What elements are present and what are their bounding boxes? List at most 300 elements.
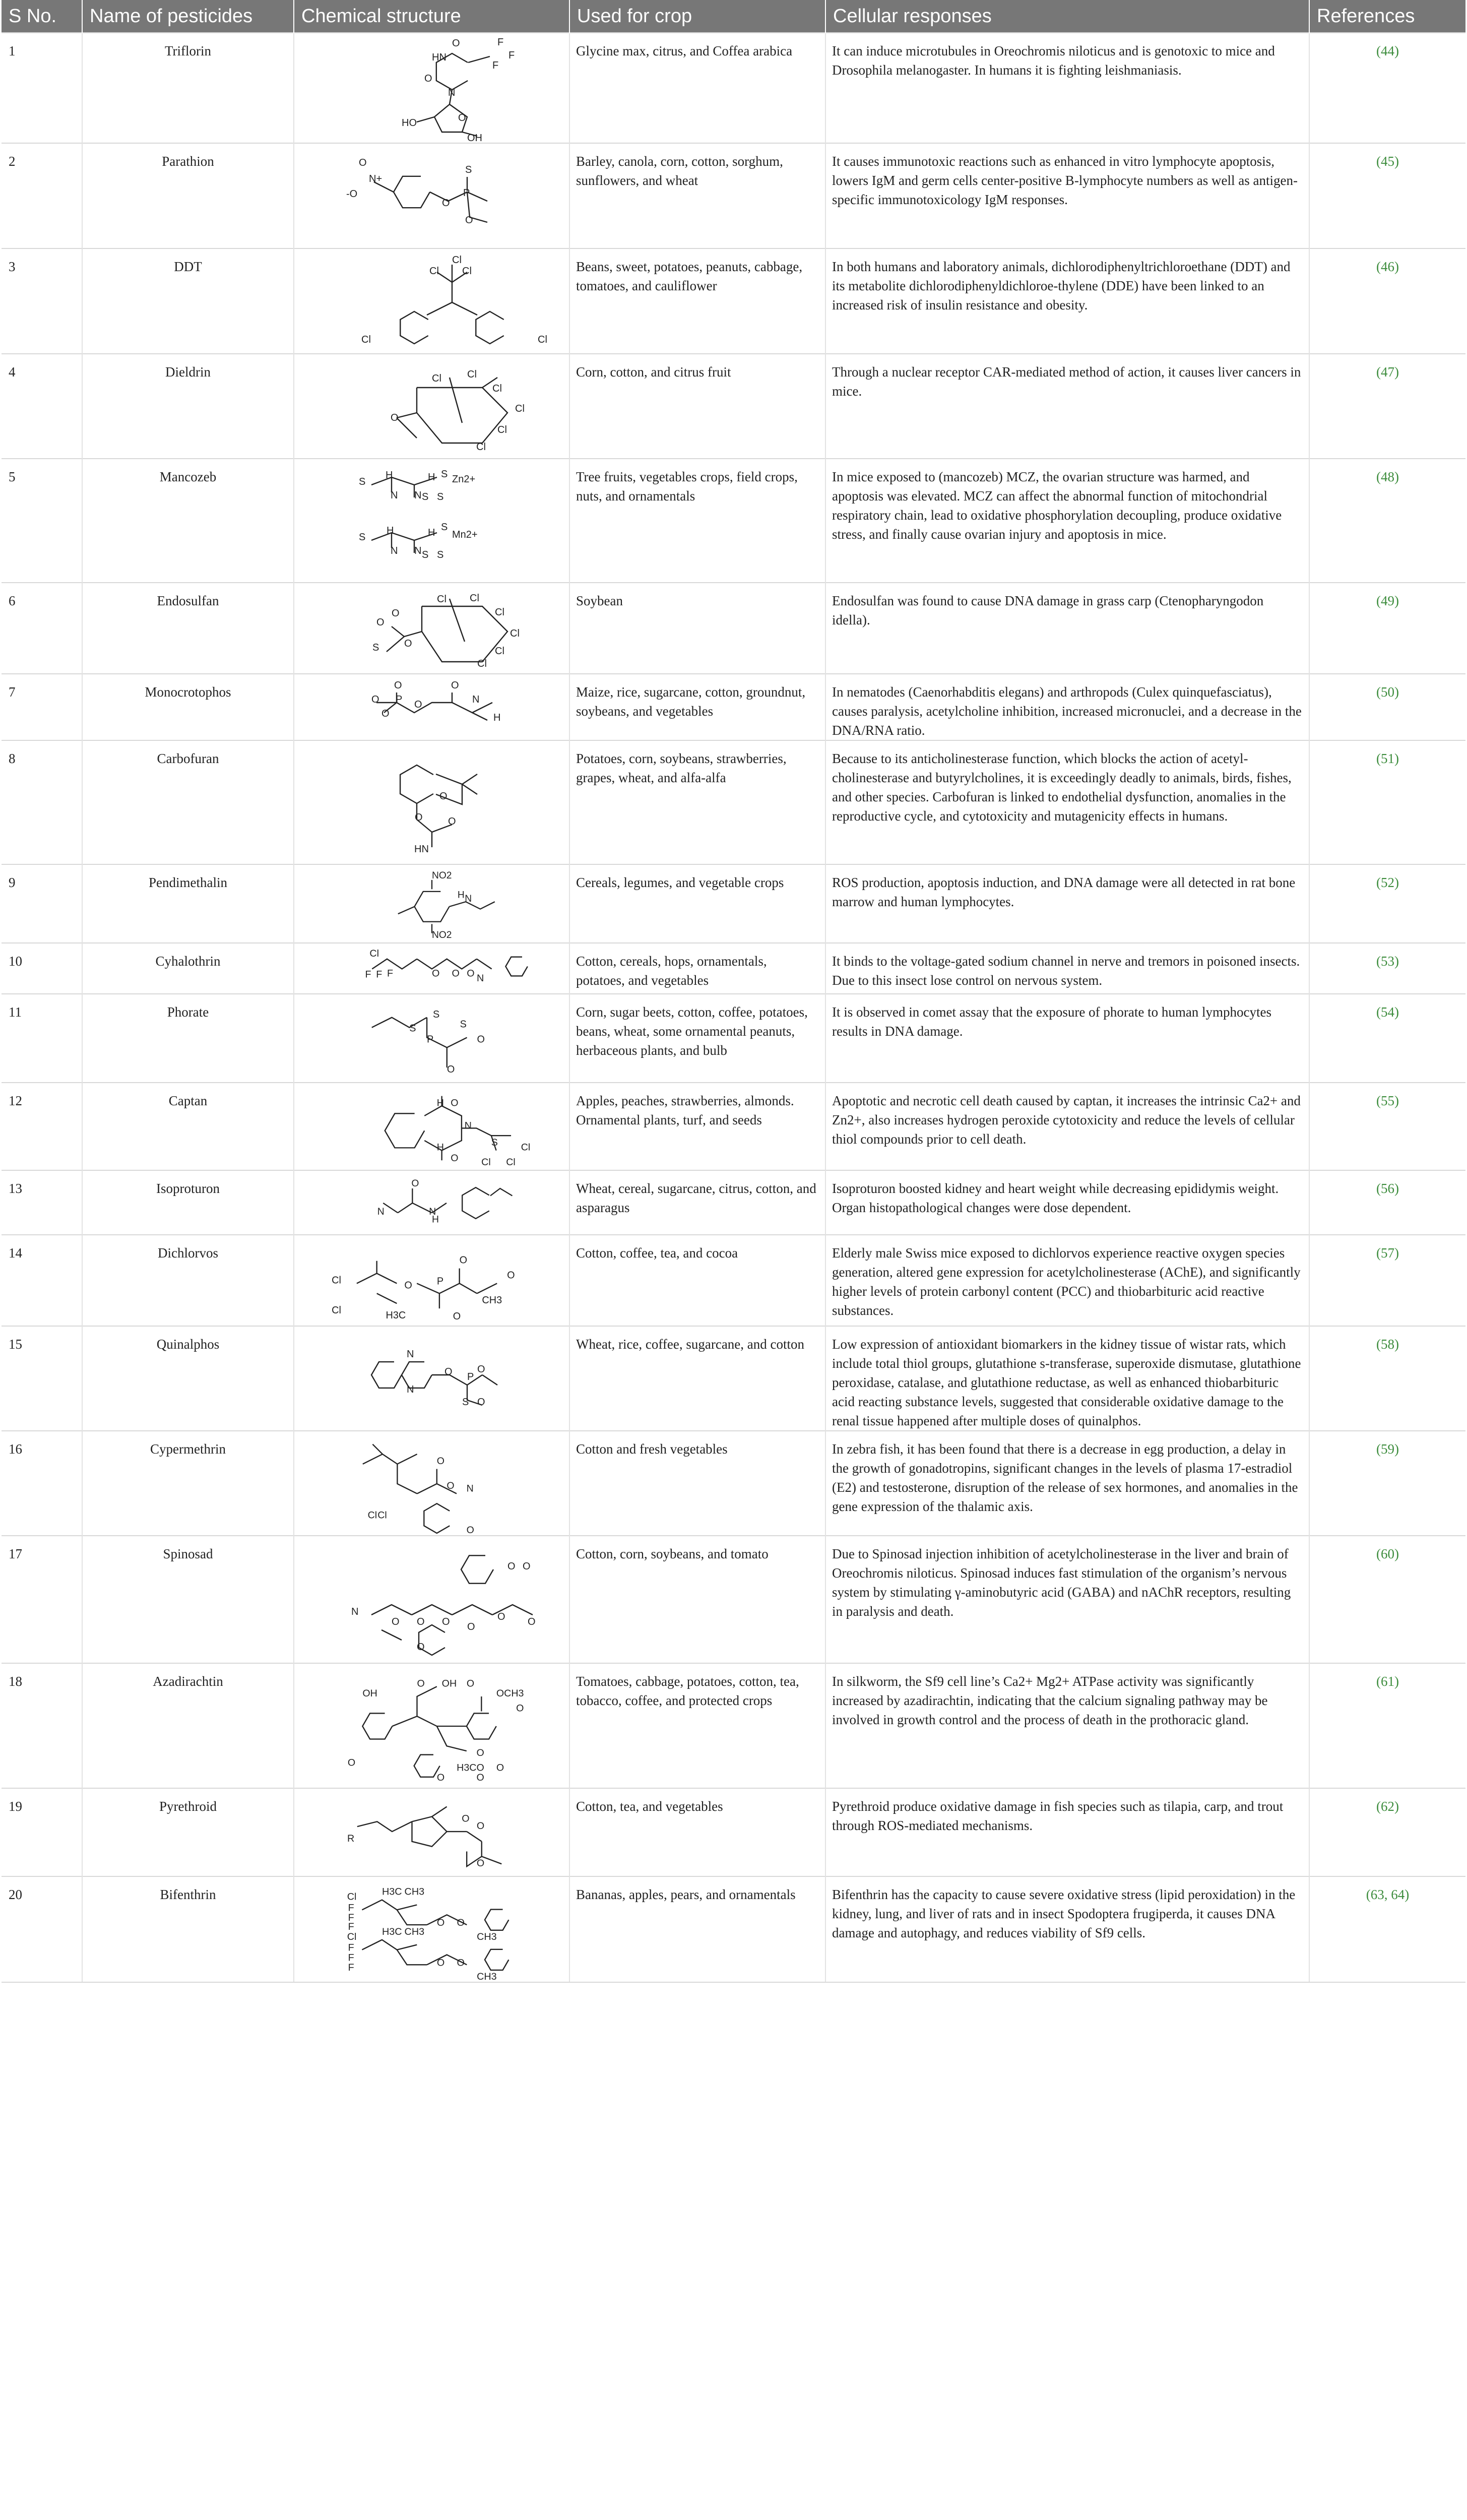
atom-label: N (464, 894, 472, 905)
atom-label: S (372, 642, 379, 653)
atom-label: H3C (386, 1310, 406, 1321)
header-responses: Cellular responses (825, 0, 1309, 33)
atom-label: N (472, 694, 479, 705)
bond-line (450, 377, 462, 423)
pesticide-name: Captan (82, 1083, 294, 1170)
reference-link[interactable]: (63, 64) (1309, 1876, 1465, 1982)
reference-link[interactable]: (52) (1309, 864, 1465, 943)
atom-label: S (421, 549, 428, 560)
atom-label: CH3 (476, 1971, 497, 1982)
crop-list: Maize, rice, sugarcane, cotton, groundnut, soybeans, and vegetables (569, 674, 825, 740)
table-row (2, 33, 1465, 143)
atom-label: O (452, 968, 460, 979)
atom-label: Cl (331, 1305, 341, 1316)
bond-line (452, 1605, 492, 1615)
pesticide-name: Endosulfan (82, 583, 294, 674)
atom-label: O (476, 1747, 484, 1758)
bond-line (505, 957, 528, 976)
atom-label: O (497, 1611, 505, 1622)
bond-line (417, 1283, 477, 1293)
pesticide-name: Pendimethalin (82, 864, 294, 943)
table-row (2, 1663, 1465, 1788)
atom-label: Cl (494, 646, 504, 657)
atom-label: Mn2+ (452, 529, 478, 540)
pesticide-name: Carbofuran (82, 740, 294, 864)
structure-diagram (316, 1539, 548, 1660)
atom-label: O (448, 816, 456, 827)
header-structure: Chemical structure (294, 0, 569, 33)
atom-label: Cl (537, 334, 547, 345)
chemical-structure (294, 943, 569, 994)
atom-label: H (427, 472, 435, 483)
cellular-response: ROS production, apoptosis induction, and DNA damage were all detected in rat bone marrow and human lymphocytes. (825, 864, 1309, 943)
bond-line (397, 1950, 426, 1965)
atom-label: O (452, 38, 460, 49)
cellular-response: It can induce microtubules in Oreochromis niloticus and is genotoxic to mice and Drosophila melanogaster. In humans it is fighting leishmaniasis. (825, 33, 1309, 143)
pesticide-name: Dichlorvos (82, 1235, 294, 1326)
atom-label: N (414, 545, 421, 556)
cellular-response: Endosulfan was found to cause DNA damage in grass carp (Ctenopharyngodon idella). (825, 583, 1309, 674)
cellular-response: Bifenthrin has the capacity to cause severe oxidative stress (lipid peroxidation) in the kidney, lung, and liver of rats and in insect Spodoptera frugiperda, it causes DNA damage and autophagy, and reduces viability of Sf9 cells. (825, 1876, 1309, 1982)
atom-label: O (376, 617, 385, 628)
crop-list: Cotton, cereals, hops, ornamentals, potatoes, and vegetables (569, 943, 825, 994)
reference-link[interactable]: (62) (1309, 1788, 1465, 1876)
atom-label: CH3 (476, 1931, 497, 1942)
structure-diagram (316, 252, 548, 348)
atom-label: Cl (505, 1157, 516, 1168)
atom-label: Cl (331, 1275, 341, 1286)
bond-line (449, 902, 494, 909)
bond-line (461, 1555, 493, 1583)
bond-line (383, 1203, 398, 1213)
atom-label: O (431, 968, 439, 979)
atom-label: N (390, 545, 398, 556)
crop-list: Corn, cotton, and citrus fruit (569, 354, 825, 459)
atom-label: O (451, 680, 459, 691)
atom-label: O (424, 73, 432, 84)
cellular-response: It binds to the voltage-gated sodium channel in nerve and tremors in poisoned insects. Due to this insect lose control on nervous system. (825, 943, 1309, 994)
bond-line (472, 713, 487, 720)
chemical-structure (294, 1326, 569, 1431)
bond-line (477, 959, 492, 969)
atom-label: O (476, 1772, 484, 1784)
atom-label: O (477, 1364, 485, 1375)
atom-label: CH3 (404, 1886, 424, 1898)
bond-line (484, 1910, 508, 1930)
atom-label: O (416, 1642, 425, 1653)
reference-link[interactable]: (60) (1309, 1536, 1465, 1663)
cellular-response: Apoptotic and necrotic cell death caused by captan, it increases the intrinsic Ca2+ and Zn2+, also increases hydrogen peroxide cytotoxicity and reduce the levels of cellular thiol compounds prior to cell death. (825, 1083, 1309, 1170)
atom-label: O (450, 1153, 459, 1164)
bond-line (477, 1283, 497, 1293)
bond-line (424, 1503, 450, 1533)
atom-label: NO2 (431, 930, 452, 941)
atom-label: P (467, 1371, 474, 1382)
atom-label: H (493, 712, 500, 723)
bond-line (490, 1188, 513, 1196)
pesticide-name: Spinosad (82, 1536, 294, 1663)
table-row (2, 994, 1465, 1083)
atom-label: Cl (467, 369, 477, 380)
reference-link[interactable]: (45) (1309, 143, 1465, 248)
atom-label: O (461, 1813, 470, 1824)
bond-line (371, 1605, 412, 1615)
reference-link[interactable]: (51) (1309, 740, 1465, 864)
bond-line (371, 533, 437, 540)
bond-line (362, 1713, 392, 1739)
atom-label: O (466, 968, 475, 979)
row-number: 12 (2, 1083, 82, 1170)
reference-link[interactable]: (46) (1309, 248, 1465, 354)
atom-label: O (371, 694, 379, 705)
atom-label: O (506, 1270, 515, 1281)
reference-link[interactable]: (57) (1309, 1235, 1465, 1326)
crop-list: Cotton, coffee, tea, and cocoa (569, 1235, 825, 1326)
atom-label: O (457, 1917, 465, 1929)
table-row (2, 1170, 1465, 1235)
row-number: 18 (2, 1663, 82, 1788)
bond-line (462, 1187, 489, 1219)
pesticide-name: DDT (82, 248, 294, 354)
atom-label: P (395, 694, 402, 705)
pesticide-name: Phorate (82, 994, 294, 1083)
atom-label: F (348, 1921, 354, 1932)
bond-line (436, 1726, 466, 1751)
atom-label: Cl (377, 1509, 387, 1521)
atom-label: F (492, 60, 498, 71)
row-number: 6 (2, 583, 82, 674)
reference-link[interactable]: (54) (1309, 994, 1465, 1083)
structure-diagram (316, 997, 548, 1080)
cellular-response: Elderly male Swiss mice exposed to dichlorvos experience reactive oxygen species generation, altered gene expression for acetylcholinesterase (AChE), and significantly higher levels of protein carbonyl content (PCC) and thiobarbituric acid reactive substances. (825, 1235, 1309, 1326)
reference-link[interactable]: (48) (1309, 459, 1465, 583)
table-row (2, 143, 1465, 248)
row-number: 3 (2, 248, 82, 354)
atom-label: F (497, 37, 503, 48)
bond-line (437, 272, 452, 282)
chemical-structure (294, 994, 569, 1083)
atom-label: O (444, 1366, 453, 1377)
row-number: 2 (2, 143, 82, 248)
atom-label: O (476, 1820, 484, 1832)
reference-link[interactable]: (53) (1309, 943, 1465, 994)
structure-diagram (316, 1434, 548, 1536)
row-number: 11 (2, 994, 82, 1083)
atom-label: N (351, 1606, 358, 1617)
crop-list: Wheat, cereal, sugarcane, citrus, cotton, and asparagus (569, 1170, 825, 1235)
atom-label: N (377, 1207, 385, 1218)
structure-diagram (316, 868, 548, 940)
cellular-response: Due to Spinosad injection inhibition of acetylcholinesterase in the liver and brain of Oreochromis niloticus. Spinosad induces fast stimulation of the organism’s nervous system by stimulating γ-aminobutyric acid (GABA) and nAChR receptors, resulting in paralysis and death. (825, 1536, 1309, 1663)
cellular-response: In silkworm, the Sf9 cell line’s Ca2+ Mg2+ ATPase activity was significantly increased by azadirachtin, indicating that the calcium signaling pathway may be involved in growth control and the process of death in the prothoracic gland. (825, 1663, 1309, 1788)
table-row (2, 1326, 1465, 1431)
atom-label: Cl (497, 424, 507, 435)
bond-line (417, 820, 432, 847)
structure-diagram (316, 677, 548, 728)
atom-label: O (459, 1254, 467, 1266)
table-row (2, 1235, 1465, 1326)
chemical-structure (294, 674, 569, 740)
bond-line (371, 1018, 426, 1028)
atom-label: F (387, 968, 393, 979)
structure-diagram (316, 357, 548, 453)
header-crop: Used for crop (569, 0, 825, 33)
atom-label: R (347, 1833, 354, 1844)
crop-list: Soybean (569, 583, 825, 674)
atom-label: CH3 (404, 1926, 424, 1937)
atom-label: P (463, 187, 470, 199)
atom-label: Cl (469, 593, 479, 604)
atom-label: NO2 (431, 870, 452, 881)
atom-label: O (417, 1678, 425, 1689)
chemical-structure (294, 583, 569, 674)
atom-label: S (440, 522, 448, 533)
row-number: 13 (2, 1170, 82, 1235)
chemical-structure (294, 459, 569, 583)
bond-line (432, 1807, 447, 1817)
atom-label: O (466, 1678, 474, 1689)
atom-label: Cl (515, 403, 525, 414)
table-row (2, 354, 1465, 459)
atom-label: O (439, 791, 448, 802)
table-row (2, 1083, 1465, 1170)
reference-link[interactable]: (59) (1309, 1431, 1465, 1536)
atom-label: S (460, 1019, 467, 1030)
bond-line (397, 413, 417, 418)
atom-label: F (348, 1902, 354, 1914)
reference-link[interactable]: (47) (1309, 354, 1465, 459)
atom-label: O (347, 1757, 355, 1769)
cellular-response: Through a nuclear receptor CAR-mediated method of action, it causes liver cancers in mice. (825, 354, 1309, 459)
atom-label: N (428, 1207, 436, 1218)
structure-diagram (316, 147, 548, 242)
atom-label: S (440, 469, 448, 480)
header-sno: S No. (2, 0, 82, 33)
bond-line (476, 311, 503, 344)
atom-label: HO (401, 117, 417, 129)
chemical-structure (294, 864, 569, 943)
atom-label: N (464, 1120, 472, 1131)
chemical-structure (294, 1876, 569, 1982)
chemical-structure (294, 1788, 569, 1876)
atom-label: O (411, 1178, 419, 1189)
bond-line (371, 1362, 402, 1388)
bond-line (397, 1910, 426, 1925)
atom-label: H (386, 525, 394, 536)
atom-label: O (441, 198, 450, 209)
atom-label: Cl (347, 1931, 356, 1942)
atom-label: OH (362, 1688, 377, 1699)
bond-line (466, 1713, 496, 1739)
bond-line (398, 1203, 432, 1213)
atom-label: N (448, 87, 455, 98)
bond-line (376, 1293, 397, 1303)
structure-diagram (316, 1238, 548, 1324)
pesticide-name: Quinalphos (82, 1326, 294, 1431)
crop-list: Wheat, rice, coffee, sugarcane, and cotton (569, 1326, 825, 1431)
bond-line (400, 311, 428, 344)
crop-list: Cotton and fresh vegetables (569, 1431, 825, 1536)
cellular-response: Low expression of antioxidant biomarkers in the kidney tissue of wistar rats, which include total thiol groups, glutathione s-transferase, superoxide dismutase, glutathione peroxidase, catalase, and glutathione reductase, as well as enhanced thiobarbituric acid reacting substance levels, suggested that considerable oxidative damage to the renal tissue happened after multiple doses of quinalphos. (825, 1326, 1309, 1431)
atom-label: O (390, 412, 399, 423)
row-number: 9 (2, 864, 82, 943)
table-row (2, 943, 1465, 994)
atom-label: H (431, 1214, 439, 1225)
reference-link[interactable]: (44) (1309, 33, 1465, 143)
row-number: 16 (2, 1431, 82, 1536)
crop-list: Cotton, corn, soybeans, and tomato (569, 1536, 825, 1663)
reference-link[interactable]: (49) (1309, 583, 1465, 674)
cellular-response: In mice exposed to (mancozeb) MCZ, the ovarian structure was harmed, and apoptosis was elevated. MCZ can affect the abnormal function of mitochondrial respiratory chain, lead to oxidative phosphorylation decoupling, produce oxidative stress, and finally cause ovarian injury and apoptosis in mice. (825, 459, 1309, 583)
atom-label: Cl (369, 948, 379, 959)
atom-label: S (491, 1137, 498, 1148)
atom-label: CH3 (481, 1295, 502, 1306)
cellular-response: In zebra fish, it has been found that there is a decrease in egg production, a delay in the growth of gonadotropins, significant changes in the levels of plasma 17-estradiol (E2) and testosterone, disruption of the release of sex hormones, and anomalies in the gene expression of the thalamic axis. (825, 1431, 1309, 1536)
pesticide-name: Monocrotophos (82, 674, 294, 740)
row-number: 17 (2, 1536, 82, 1663)
atom-label: O (441, 1616, 450, 1627)
table-row (2, 459, 1465, 583)
pesticide-name: Cypermethrin (82, 1431, 294, 1536)
crop-list: Corn, sugar beets, cotton, coffee, potatoes, beans, wheat, some ornamental peanuts, herbaceous plants, and bulb (569, 994, 825, 1083)
atom-label: O (465, 215, 473, 226)
atom-label: O (394, 680, 402, 691)
atom-label: F (348, 1942, 354, 1954)
atom-label: O (447, 1064, 455, 1076)
atom-label: Cl (521, 1142, 530, 1153)
atom-label: N (406, 1384, 414, 1395)
reference-link[interactable]: (50) (1309, 674, 1465, 740)
atom-label: O (391, 608, 400, 619)
bond-line (372, 959, 417, 969)
bond-line (427, 302, 452, 315)
atom-label: OH (441, 1678, 457, 1689)
bond-line (400, 765, 433, 803)
chemical-structure (294, 740, 569, 864)
atom-label: O (404, 638, 412, 649)
atom-label: P (436, 1276, 443, 1287)
bond-line (385, 1113, 424, 1148)
atom-label: O (450, 1097, 459, 1109)
cellular-response: Isoproturon boosted kidney and heart weight while decreasing epididymis weight. Organ histopathological changes were dose dependent. (825, 1170, 1309, 1235)
atom-label: H (385, 470, 393, 481)
atom-label: H3C (381, 1886, 402, 1898)
atom-label: O (458, 112, 466, 123)
structure-diagram (316, 1174, 548, 1232)
atom-label: O (476, 1034, 485, 1045)
bond-line (402, 1362, 432, 1388)
atom-label: O (466, 1525, 474, 1536)
atom-label: OCH3 (496, 1688, 524, 1699)
chemical-structure (294, 143, 569, 248)
cellular-response: It is observed in comet assay that the exposure of phorate to human lymphocytes results in DNA damage. (825, 994, 1309, 1083)
row-number: 14 (2, 1235, 82, 1326)
crop-list: Cotton, tea, and vegetables (569, 1788, 825, 1876)
bond-line (397, 418, 417, 438)
structure-diagram (316, 462, 548, 578)
atom-label: O (516, 1703, 524, 1714)
table-row (2, 674, 1465, 740)
chemical-structure (294, 1431, 569, 1536)
bond-line (381, 1630, 402, 1640)
reference-link[interactable]: (61) (1309, 1663, 1465, 1788)
crop-list: Beans, sweet, potatoes, peanuts, cabbage, tomatoes, and cauliflower (569, 248, 825, 354)
crop-list: Tomatoes, cabbage, potatoes, cotton, tea, tobacco, coffee, and protected crops (569, 1663, 825, 1788)
atom-label: Zn2+ (452, 474, 475, 485)
reference-link[interactable]: (58) (1309, 1326, 1465, 1431)
atom-label: N (390, 490, 398, 501)
chemical-structure (294, 354, 569, 459)
cellular-response: In nematodes (Caenorhabditis elegans) and arthropods (Culex quinquefasciatus), causes paralysis, acetylcholine inhibition, increased micronuclei, and a decrease in the DNA/RNA ratio. (825, 674, 1309, 740)
cellular-response: Pyrethroid produce oxidative damage in fish species such as tilapia, carp, and trout through ROS-mediated mechanisms. (825, 1788, 1309, 1876)
atom-label: N (476, 973, 484, 984)
crop-list: Tree fruits, vegetables crops, field crops, nuts, and ornamentals (569, 459, 825, 583)
table-row (2, 740, 1465, 864)
bond-line (417, 117, 434, 122)
reference-link[interactable]: (55) (1309, 1083, 1465, 1170)
row-number: 20 (2, 1876, 82, 1982)
atom-label: N (406, 1349, 414, 1360)
bond-line (417, 388, 507, 443)
pesticide-table (2, 0, 1465, 1983)
pesticide-name: Pyrethroid (82, 1788, 294, 1876)
bond-line (430, 192, 487, 201)
bond-line (372, 1444, 382, 1455)
atom-label: F (508, 50, 515, 61)
crop-list: Glycine max, citrus, and Coffea arabica (569, 33, 825, 143)
atom-label: O (527, 1616, 536, 1627)
atom-label: H3CO (456, 1762, 484, 1774)
atom-label: S (436, 549, 443, 560)
atom-label: O (436, 1957, 444, 1969)
bond-line (362, 1454, 417, 1464)
atom-label: S (462, 1397, 469, 1408)
atom-label: O (436, 1455, 444, 1467)
chemical-structure (294, 248, 569, 354)
bond-line (462, 784, 477, 794)
atom-label: O (414, 812, 423, 823)
atom-label: H (457, 890, 465, 901)
bond-line (392, 1716, 467, 1726)
atom-label: O (358, 157, 367, 168)
pesticide-name: Dieldrin (82, 354, 294, 459)
atom-label: F (348, 1912, 354, 1924)
row-number: 1 (2, 33, 82, 143)
atom-label: O (416, 1616, 425, 1627)
table-row (2, 1536, 1465, 1663)
reference-link[interactable]: (56) (1309, 1170, 1465, 1235)
table-row (2, 583, 1465, 674)
atom-label: Cl (367, 1509, 377, 1521)
bond-line (387, 626, 404, 652)
bond-line (356, 1274, 397, 1284)
row-number: 10 (2, 943, 82, 994)
atom-label: -O (346, 188, 357, 200)
table-row (2, 1431, 1465, 1536)
bond-line (398, 907, 414, 914)
bond-line (482, 1375, 497, 1385)
atom-label: S (421, 491, 428, 502)
bond-line (371, 477, 437, 485)
structure-diagram (316, 586, 548, 669)
atom-label: Cl (477, 658, 487, 669)
atom-label: Cl (431, 373, 441, 384)
atom-label: F (348, 1952, 354, 1964)
table-row (2, 1788, 1465, 1876)
header-name: Name of pesticides (82, 0, 294, 33)
atom-label: Cl (481, 1157, 491, 1168)
pesticide-name: Parathion (82, 143, 294, 248)
